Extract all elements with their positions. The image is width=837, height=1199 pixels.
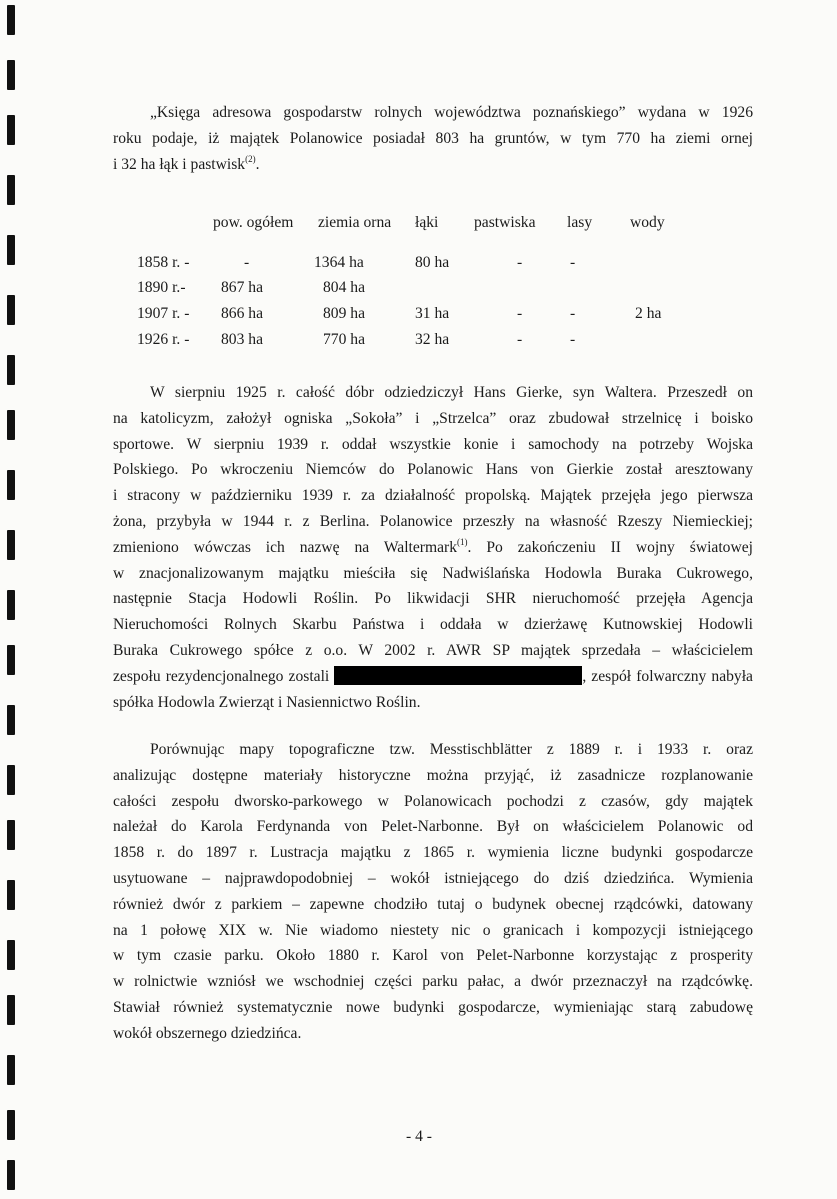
binding-hole (7, 765, 15, 795)
text-fragment: . (255, 155, 260, 173)
binding-hole (7, 530, 15, 560)
text-line: na 1 połowę XIX w. Nie wiadomo niestety nic o granicach i kompozycji istniejącego (113, 921, 753, 939)
paragraph-maps (113, 737, 753, 1047)
table-cell: 1364 ha (314, 254, 364, 271)
table-cell: 770 ha (323, 331, 366, 348)
binding-hole (7, 590, 15, 620)
table-header: ziemia orna (318, 214, 392, 231)
text-line: Stawiał również systematycznie nowe budynki gospodarcze, wymieniając starą zabudowę (113, 998, 753, 1016)
table-cell: 31 ha (415, 305, 450, 322)
text-line: na katolicyzm, założył ogniska „Sokoła” i „Strzelca” oraz zbudował strzelnicę i boisko (113, 409, 753, 427)
text-line: następnie Stacja Hodowli Roślin. Po likwidacji SHR nieruchomość przejęła Agencja (113, 590, 753, 608)
binding-hole (7, 820, 15, 850)
binding-hole (7, 355, 15, 385)
table-cell: - (570, 331, 576, 348)
text-line: całości zespołu dworsko-parkowego w Polanowicach pochodzi z czasów, gdy majątek (113, 792, 753, 810)
text-line: spółka Hodowla Zwierząt i Nasiennictwo Roślin. (113, 693, 421, 711)
table-year: 1907 r. - (137, 305, 190, 322)
spiral-binding (7, 0, 19, 1199)
text-line: i stracony w październiku 1939 r. za działalność propolską. Majątek przejęła jego pierwsza (113, 487, 753, 505)
paragraph-history (113, 380, 753, 715)
text-line: roku podaje, iż majątek Polanowice posiadał 803 ha gruntów, w tym 770 ha ziemi ornej (113, 129, 753, 147)
binding-hole (7, 1160, 15, 1190)
redaction-box (334, 666, 582, 685)
binding-hole (7, 295, 15, 325)
table-year: 1890 r.- (137, 279, 186, 296)
land-area-table (0, 0, 837, 400)
text-fragment: . Po zakończeniu II wojny światowej (467, 538, 753, 556)
text-line: „Księga adresowa gospodarstw rolnych województwa poznańskiego” wydana w 1926 (150, 104, 753, 121)
binding-hole (7, 1110, 15, 1140)
table-header: łąki (415, 214, 439, 231)
binding-hole (7, 175, 15, 205)
text-line: analizując dostępne materiały historyczne można przyjąć, iż zasadnicze rozplanowanie (113, 766, 753, 784)
binding-hole (7, 470, 15, 500)
binding-hole (7, 410, 15, 440)
binding-hole (7, 880, 15, 910)
binding-hole (7, 645, 15, 675)
binding-hole (7, 1055, 15, 1085)
binding-hole (7, 995, 15, 1025)
text-line (113, 535, 753, 561)
table-cell: - (517, 254, 523, 271)
table-cell: - (570, 254, 576, 271)
table-header: lasy (567, 214, 593, 231)
text-line: usytuowane – najprawdopodobniej – wokół istniejącego do dziś dziedzińca. Wymienia (113, 869, 753, 887)
text-line (113, 152, 753, 178)
text-line: również dwór z parkiem – zapewne chodziło tutaj o budynek obecnej rządcówki, datowany (113, 895, 753, 913)
table-year: 1858 r. - (137, 254, 190, 271)
text-line (113, 664, 753, 690)
table-header: pastwiska (474, 214, 536, 231)
binding-hole (7, 705, 15, 735)
text-line: Porównując mapy topograficzne tzw. Messtischblätter z 1889 r. i 1933 r. oraz (150, 741, 753, 758)
table-header: pow. ogółem (213, 214, 294, 231)
text-line: wokół obszernego dziedzińca. (113, 1024, 302, 1042)
table-cell: 80 ha (415, 254, 450, 271)
binding-hole (7, 5, 15, 35)
table-cell: - (517, 305, 523, 322)
text-fragment: i 32 ha łąk i pastwisk (113, 155, 246, 173)
table-cell: 867 ha (221, 279, 264, 296)
text-line: Buraka Cukrowego spółce z o.o. W 2002 r. AWR SP majątek sprzedała – właścicielem (113, 641, 753, 659)
text-line: 1858 r. do 1897 r. Lustracja majątku z 1865 r. wymienia liczne budynki gospodarcze (113, 844, 753, 862)
paragraph-address-book (113, 100, 753, 177)
binding-hole (7, 60, 15, 90)
table-cell: 804 ha (323, 279, 366, 296)
table-cell: - (570, 305, 576, 322)
table-cell: 809 ha (323, 305, 366, 322)
table-year: 1926 r. - (137, 331, 190, 348)
text-line: W sierpniu 1925 r. całość dóbr odziedziczył Hans Gierke, syn Waltera. Przeszedł on (150, 384, 753, 401)
binding-hole (7, 235, 15, 265)
table-header: wody (630, 214, 665, 231)
footnote-ref: (1) (457, 536, 468, 547)
text-line: Polskiego. Po wkroczeniu Niemców do Polanowic Hans von Gierkie został aresztowany (113, 461, 753, 479)
page-number: - 4 - (406, 1128, 432, 1145)
binding-hole (7, 940, 15, 970)
footnote-ref: (2) (245, 153, 256, 164)
table-cell: 32 ha (415, 331, 450, 348)
text-line: w rolnictwie wzniósł we wschodniej części parku pałac, a dwór przeznaczył na rządcówkę. (113, 973, 753, 991)
text-fragment: zespołu rezydencjonalnego zostali (113, 667, 330, 685)
table-cell: - (517, 331, 523, 348)
text-line: należał do Karola Ferdynanda von Pelet-Narbonne. Był on właścicielem Polanowic od (113, 818, 753, 836)
text-line: Nieruchomości Rolnych Skarbu Państwa i oddała w dzierżawę Kutnowskiej Hodowli (113, 616, 753, 634)
text-line: sportowe. W sierpniu 1939 r. oddał wszystkie konie i samochody na potrzeby Wojska (113, 435, 753, 453)
table-cell: 866 ha (221, 305, 264, 322)
text-line: w tym czasie parku. Około 1880 r. Karol von Pelet-Narbonne korzystając z prosperity (113, 947, 753, 965)
binding-hole (7, 115, 15, 145)
table-cell: 803 ha (221, 331, 264, 348)
text-line: w znacjonalizowanym majątku mieściła się Nadwiślańska Hodowla Buraka Cukrowego, (113, 564, 753, 582)
table-cell: 2 ha (635, 305, 662, 322)
text-line: żona, przybyła w 1944 r. z Berlina. Polanowice przeszły na własność Rzeszy Niemieckiej; (113, 512, 753, 530)
text-fragment: zmieniono wówczas ich nazwę na Waltermark (113, 538, 458, 556)
text-fragment: , zespół folwarczny nabyła (582, 667, 753, 685)
table-cell: - (244, 254, 250, 271)
